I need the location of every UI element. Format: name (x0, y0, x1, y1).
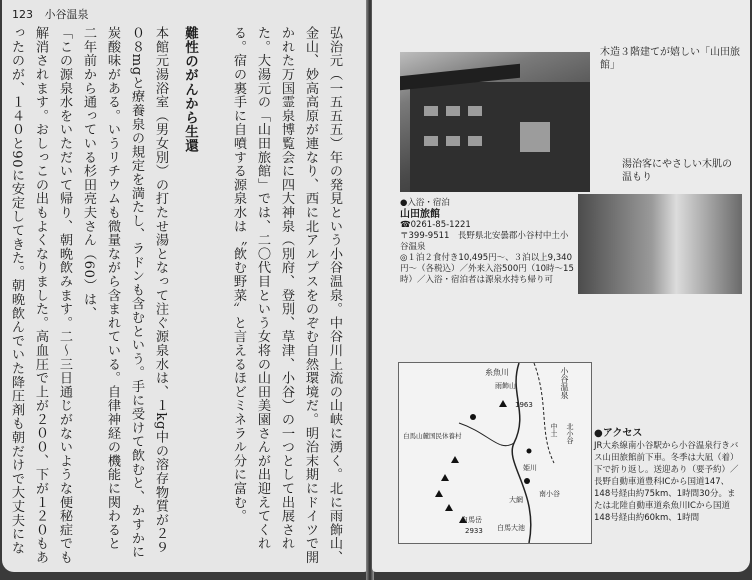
inn-phone: ☎0261-85-1221 (400, 220, 471, 230)
inn-address: 〒399-9511 長野県北安曇郡小谷村中土小谷温泉 (400, 231, 569, 252)
map-label-mark: 大網 (509, 496, 523, 504)
access-label: ●アクセス (594, 428, 643, 439)
right-page (372, 0, 750, 572)
map-label-station1: 南小谷 (539, 490, 560, 498)
interior-photo (578, 194, 742, 294)
map-label-river: 糸魚川 (485, 368, 509, 377)
body-text (2, 26, 346, 566)
map-label-station2: 中土 (550, 423, 558, 437)
map-label-peak1: 雨飾山 (495, 382, 516, 390)
access-info (594, 428, 742, 524)
map-label-peak2: 白馬岳 (461, 516, 482, 524)
inn-info (400, 198, 576, 286)
inn-details: ◎１泊２食付き10,495円〜、３泊以上9,340円〜（各税込）／外来入浴500円（10時〜15時）／入浴・宿泊者は源泉水持ち帰り可 (400, 253, 574, 285)
access-text: JR大糸線南小谷駅から小谷温泉行きバス山田旅館前下車。冬季は大凪（着）下で折り返し。送迎あり（要予約）／長野自動車道豊科ICから国道147、148号経由約75km、1時間30分。または北陸自動車道糸魚川ICから国道148号経由約60km、1時間 (594, 441, 739, 523)
left-page (2, 0, 368, 572)
map-label-lake: 白馬大池 (497, 524, 525, 532)
area-map (398, 362, 592, 544)
paragraph: 二年前から通っている杉田亮夫さん（60）は、 (81, 26, 96, 320)
map-label-peak1-height: 1963 (515, 401, 533, 409)
paragraph: 本館元湯浴室（男女別）の打たせ湯となって注ぐ源泉水は、１kg中の溶存物質が２９０８mgと療養泉の規定を満たし、ラドンも含むという。手に受けて飲むと、かすかに炭酸味がある。いうリチウムも微量ながら含まれている。自律神経の機能に関わると (105, 26, 168, 559)
map-label-shelter: 白馬山麓国民休養村 (403, 432, 462, 440)
paragraph: 弘治元（一五五五）年の発見という小谷温泉。中谷川上流の山峡に湧く。北に雨飾山、金山、妙高高原が連なり、西に北アルプスをのぞむ自然環境だ。明治末期にドイツで開かれた万国霊泉博覧会に四大神泉（別府、登別、草津、小谷）の一つとして出展された。大湯元の「山田旅館」では、二〇代目という女将の山田美園さんが出迎えてくれる。宿の裏手に自噴する源泉水は〝飲む野菜〟と言えるほどミネラル分に富む。 (231, 26, 342, 565)
photo2-caption: 湯治客にやさしい木肌の温もり (622, 159, 732, 183)
map-label-peak2-height: 2933 (465, 527, 483, 535)
inn-photo (400, 52, 590, 192)
map-label-station3: 北小谷 (566, 423, 574, 444)
running-title: 小谷温泉 (44, 8, 89, 21)
info-label: ●入浴・宿泊 (400, 198, 450, 208)
inn-name: 山田旅館 (400, 209, 440, 220)
page-number: 123 (12, 8, 33, 21)
section-heading: 難性のがんから生還 (182, 26, 198, 153)
photo1-caption: 木造３階建てが嬉しい「山田旅館」 (600, 47, 740, 71)
map-label-river2: 姫川 (523, 464, 537, 472)
page-header (12, 6, 89, 22)
map-label-onsen: 小谷温泉 (560, 367, 569, 399)
paragraph: 「この源泉水をいただいて帰り、朝晩飲みます。二〜三日通じがないような便秘症でも解消されます。おしっこの出もよくなりました。高血圧で上が２００、下が１２０もあったのが、１４０と90に安定してきた。朝晩飲んでいた降圧剤も朝だけで大丈夫にな (9, 26, 72, 565)
